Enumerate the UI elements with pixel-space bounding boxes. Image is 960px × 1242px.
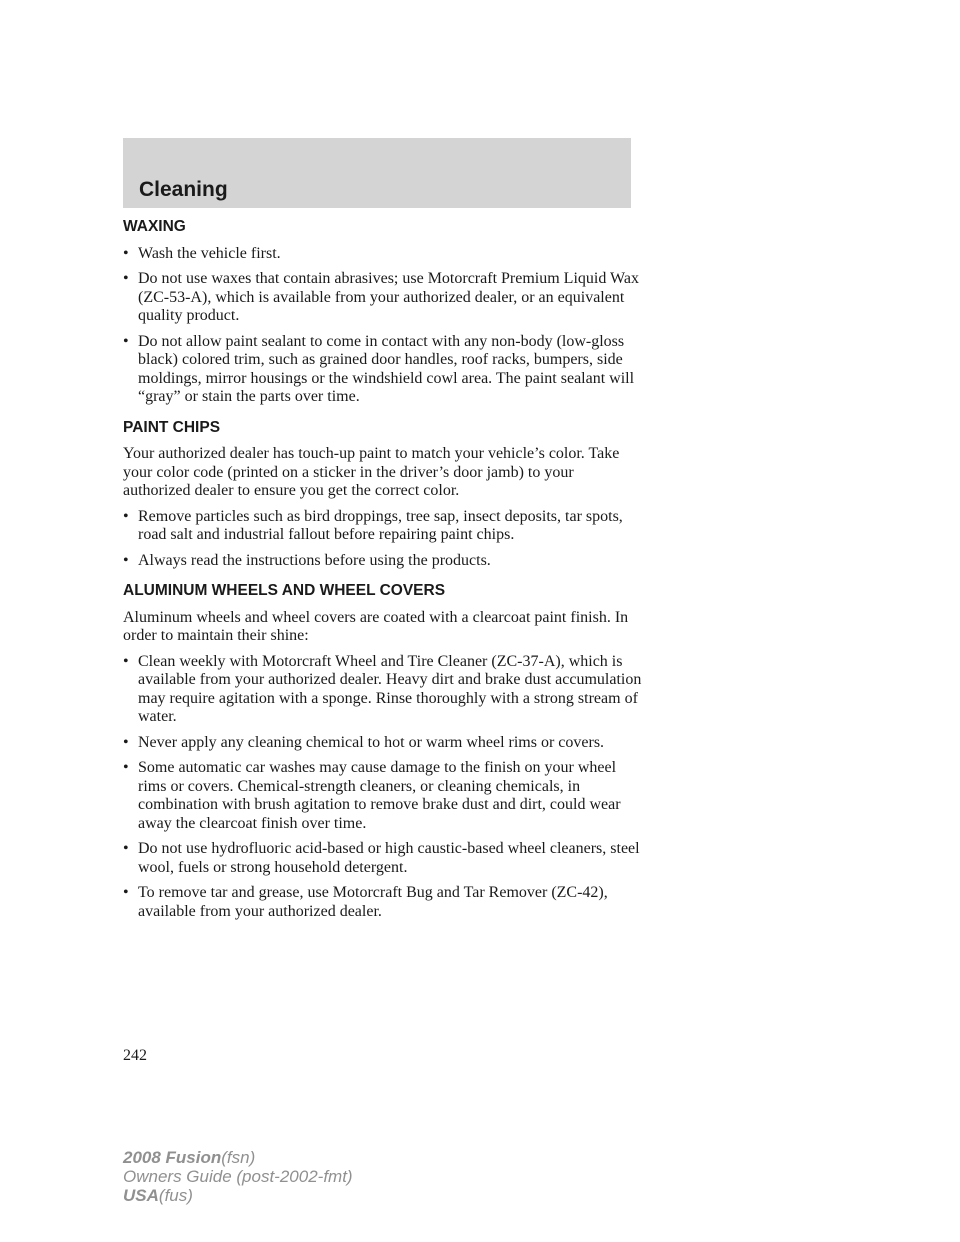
section-aluminum-wheels: [123, 582, 643, 921]
aluminum-wheels-bullet-list: [123, 653, 643, 922]
footer-market-code: (fus): [158, 1186, 193, 1205]
chapter-title: Cleaning: [139, 178, 228, 201]
list-item: • Do not use hydrofluoric acid-based or high caustic-based wheel cleaners, steel wool, fuels or strong household detergent.: [123, 840, 643, 877]
section-heading-aluminum-wheels: ALUMINUM WHEELS AND WHEEL COVERS: [123, 582, 446, 599]
page-content: [123, 218, 643, 928]
list-item: • Remove particles such as bird droppings, tree sap, insect deposits, tar spots, road salt and industrial fallout before repairing paint chips.: [123, 508, 643, 545]
list-item: • Do not allow paint sealant to come in contact with any non-body (low-gloss black) colored trim, such as grained door handles, roof racks, bumpers, side moldings, mirror housings or the windshield cowl area. The paint sealant will “gray” or stain the parts over time.: [123, 333, 643, 407]
paint-chips-bullet-list: [123, 508, 643, 571]
document-footer: [123, 1148, 353, 1205]
waxing-bullet-list: [123, 245, 643, 407]
section-heading-waxing: WAXING: [123, 218, 186, 235]
chapter-header-band: [123, 138, 631, 208]
list-item: • To remove tar and grease, use Motorcraft Bug and Tar Remover (ZC-42), available from your authorized dealer.: [123, 884, 643, 921]
section-heading-paint-chips: PAINT CHIPS: [123, 418, 221, 436]
section-waxing: [123, 218, 643, 407]
paint-chips-paragraph: Your authorized dealer has touch-up paint to match your vehicle’s color. Take your color code (printed on a sticker in the driver’s door jamb) to your authorized dealer to ensure you get the correct color.: [123, 445, 620, 499]
footer-market-name: USA: [123, 1186, 159, 1205]
page-number: 242: [123, 1047, 147, 1064]
aluminum-wheels-paragraph: Aluminum wheels and wheel covers are coated with a clearcoat paint finish. In order to maintain their shine:: [123, 608, 629, 644]
list-item: • Clean weekly with Motorcraft Wheel and Tire Cleaner (ZC-37-A), which is available from your authorized dealer. Heavy dirt and brake dust accumulation may require agitation with a sponge. Rinse thoroughly with a strong stream of water.: [123, 653, 643, 727]
list-item: • Some automatic car washes may cause damage to the finish on your wheel rims or covers. Chemical-strength cleaners, or cleaning chemicals, in combination with brush agitation to remove brake dust and dirt, could wear away the clearcoat finish over time.: [123, 759, 643, 833]
footer-line-guide: Owners Guide (post-2002-fmt): [123, 1167, 353, 1186]
footer-line-market: [123, 1186, 353, 1205]
list-item: • Never apply any cleaning chemical to hot or warm wheel rims or covers.: [123, 734, 643, 753]
section-paint-chips: [123, 419, 643, 571]
list-item: • Do not use waxes that contain abrasives; use Motorcraft Premium Liquid Wax (ZC-53-A), which is available from your authorized dealer, or an equivalent quality product.: [123, 270, 643, 326]
footer-model-name: 2008 Fusion: [123, 1148, 222, 1167]
footer-model-code: (fsn): [221, 1148, 256, 1167]
list-item: • Always read the instructions before using the products.: [123, 552, 643, 571]
list-item: • Wash the vehicle first.: [123, 245, 643, 264]
footer-line-model: [123, 1148, 353, 1167]
